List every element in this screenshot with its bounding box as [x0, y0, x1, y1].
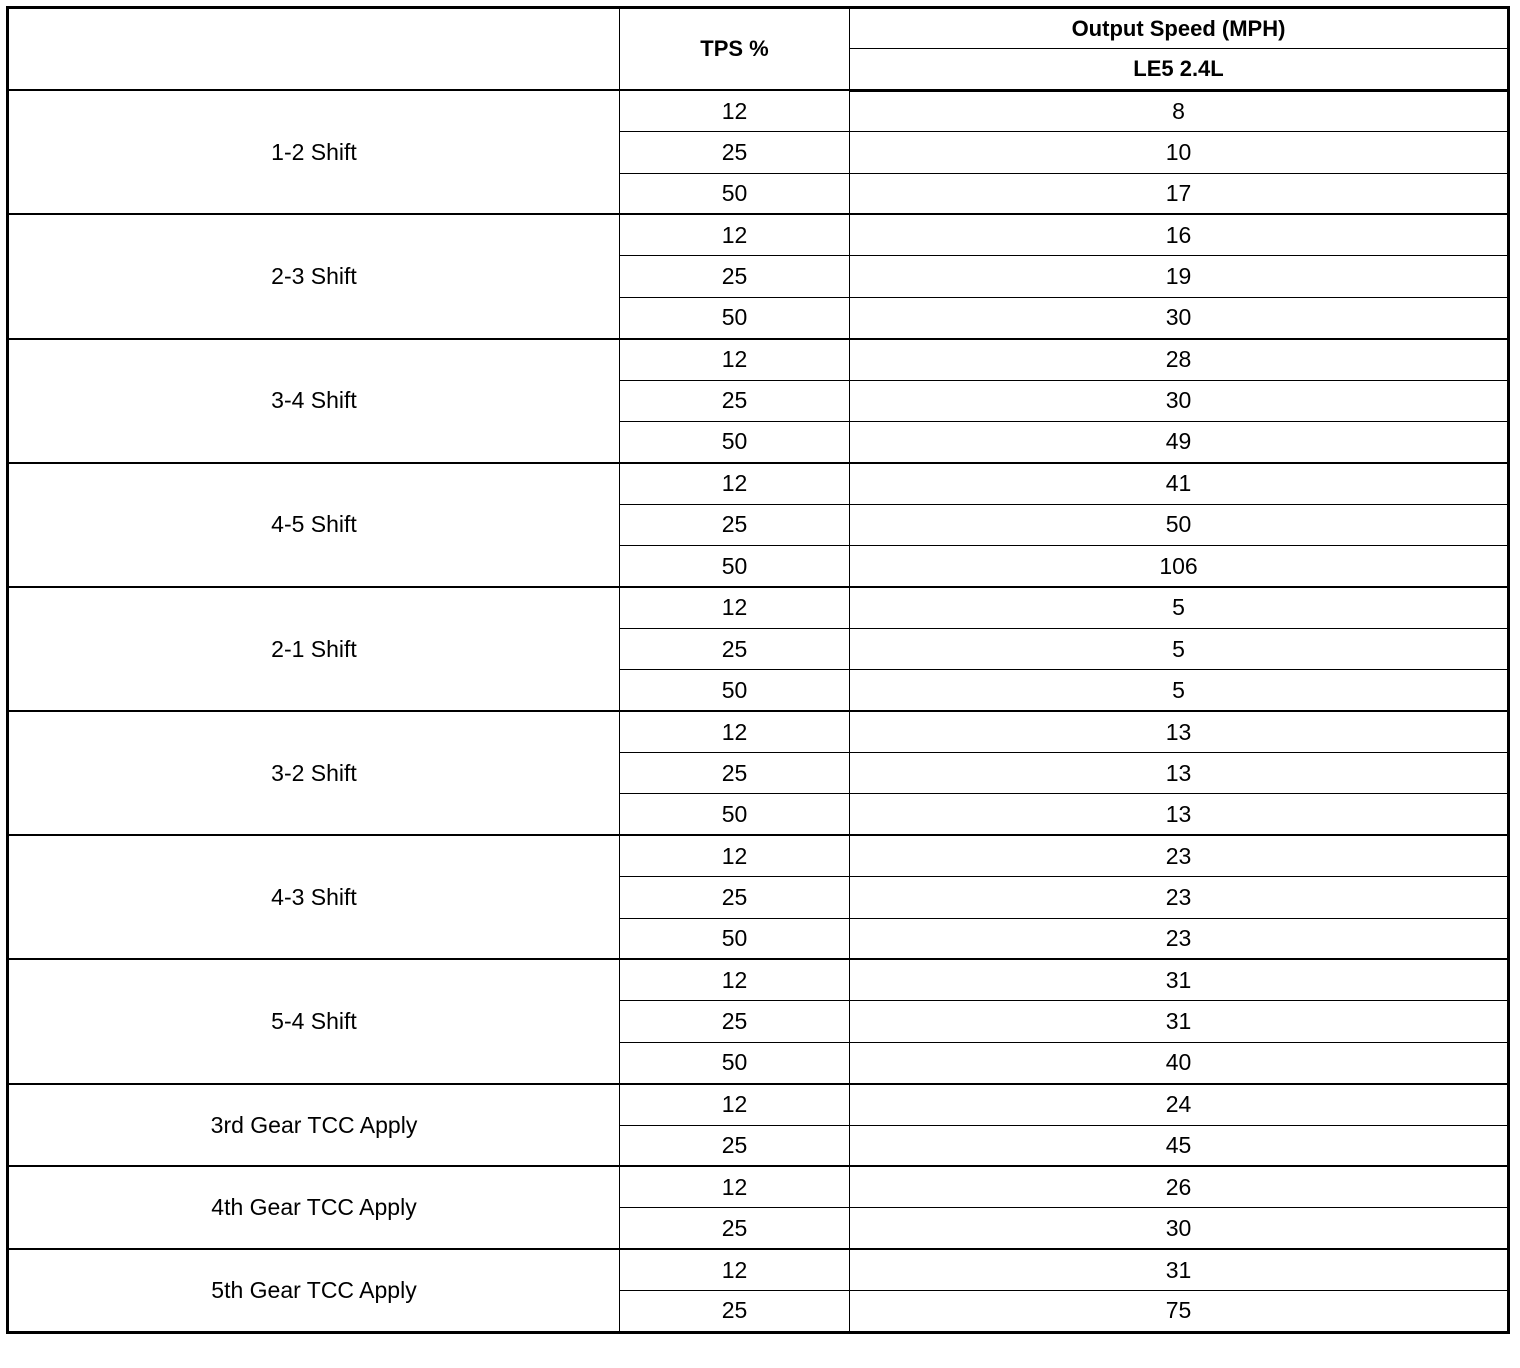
header-tps: TPS % [620, 8, 850, 91]
tps-cell: 12 [620, 1249, 850, 1290]
header-output-speed: Output Speed (MPH) [850, 8, 1509, 49]
shift-name-cell: 4-5 Shift [8, 463, 620, 587]
speed-cell: 5 [850, 628, 1509, 669]
tps-cell: 25 [620, 1125, 850, 1166]
speed-cell: 30 [850, 380, 1509, 421]
shift-name-cell: 2-1 Shift [8, 587, 620, 711]
table-row [8, 587, 1509, 628]
tps-cell: 50 [620, 794, 850, 835]
table-row [8, 711, 1509, 752]
tps-cell: 50 [620, 1042, 850, 1083]
speed-cell: 13 [850, 711, 1509, 752]
tps-cell: 12 [620, 711, 850, 752]
speed-cell: 106 [850, 546, 1509, 587]
table-row [8, 214, 1509, 255]
speed-cell: 19 [850, 256, 1509, 297]
speed-cell: 13 [850, 753, 1509, 794]
tps-cell: 25 [620, 504, 850, 545]
speed-cell: 24 [850, 1084, 1509, 1125]
table-row [8, 1249, 1509, 1290]
speed-cell: 49 [850, 421, 1509, 462]
tps-cell: 12 [620, 90, 850, 131]
tps-cell: 25 [620, 1208, 850, 1249]
tps-cell: 50 [620, 173, 850, 214]
speed-cell: 23 [850, 835, 1509, 876]
speed-cell: 17 [850, 173, 1509, 214]
table-row [8, 90, 1509, 131]
tps-cell: 50 [620, 297, 850, 338]
table-row [8, 339, 1509, 380]
shift-name-cell: 1-2 Shift [8, 90, 620, 214]
table-body [8, 90, 1509, 1332]
speed-cell: 13 [850, 794, 1509, 835]
shift-name-cell: 5th Gear TCC Apply [8, 1249, 620, 1332]
speed-cell: 31 [850, 1249, 1509, 1290]
speed-cell: 41 [850, 463, 1509, 504]
tps-cell: 25 [620, 877, 850, 918]
header-row [8, 8, 1509, 49]
speed-cell: 45 [850, 1125, 1509, 1166]
shift-name-cell: 3-2 Shift [8, 711, 620, 835]
speed-cell: 16 [850, 214, 1509, 255]
speed-cell: 23 [850, 877, 1509, 918]
tps-cell: 25 [620, 380, 850, 421]
tps-cell: 12 [620, 1166, 850, 1207]
speed-cell: 50 [850, 504, 1509, 545]
speed-cell: 31 [850, 959, 1509, 1000]
shift-name-cell: 4th Gear TCC Apply [8, 1166, 620, 1249]
tps-cell: 25 [620, 1291, 850, 1332]
speed-cell: 10 [850, 132, 1509, 173]
table-row [8, 1166, 1509, 1207]
tps-cell: 50 [620, 670, 850, 711]
speed-cell: 28 [850, 339, 1509, 380]
speed-cell: 8 [850, 90, 1509, 131]
speed-cell: 75 [850, 1291, 1509, 1332]
tps-cell: 12 [620, 835, 850, 876]
tps-cell: 12 [620, 339, 850, 380]
speed-cell: 5 [850, 670, 1509, 711]
shift-name-cell: 2-3 Shift [8, 214, 620, 338]
speed-cell: 40 [850, 1042, 1509, 1083]
shift-speed-table [6, 6, 1510, 1334]
table-row [8, 463, 1509, 504]
speed-cell: 26 [850, 1166, 1509, 1207]
tps-cell: 50 [620, 421, 850, 462]
table-row [8, 835, 1509, 876]
shift-name-cell: 4-3 Shift [8, 835, 620, 959]
tps-cell: 12 [620, 587, 850, 628]
speed-cell: 5 [850, 587, 1509, 628]
tps-cell: 25 [620, 256, 850, 297]
tps-cell: 12 [620, 214, 850, 255]
speed-cell: 31 [850, 1001, 1509, 1042]
speed-cell: 30 [850, 297, 1509, 338]
header-engine: LE5 2.4L [850, 49, 1509, 90]
tps-cell: 25 [620, 628, 850, 669]
shift-name-cell: 3-4 Shift [8, 339, 620, 463]
tps-cell: 12 [620, 959, 850, 1000]
table-row [8, 1084, 1509, 1125]
table-row [8, 959, 1509, 1000]
shift-name-cell: 5-4 Shift [8, 959, 620, 1083]
tps-cell: 50 [620, 546, 850, 587]
table-header [8, 8, 1509, 91]
tps-cell: 12 [620, 1084, 850, 1125]
header-blank-cell [8, 8, 620, 91]
speed-cell: 23 [850, 918, 1509, 959]
tps-cell: 25 [620, 132, 850, 173]
speed-cell: 30 [850, 1208, 1509, 1249]
tps-cell: 50 [620, 918, 850, 959]
tps-cell: 25 [620, 1001, 850, 1042]
tps-cell: 25 [620, 753, 850, 794]
shift-name-cell: 3rd Gear TCC Apply [8, 1084, 620, 1167]
tps-cell: 12 [620, 463, 850, 504]
